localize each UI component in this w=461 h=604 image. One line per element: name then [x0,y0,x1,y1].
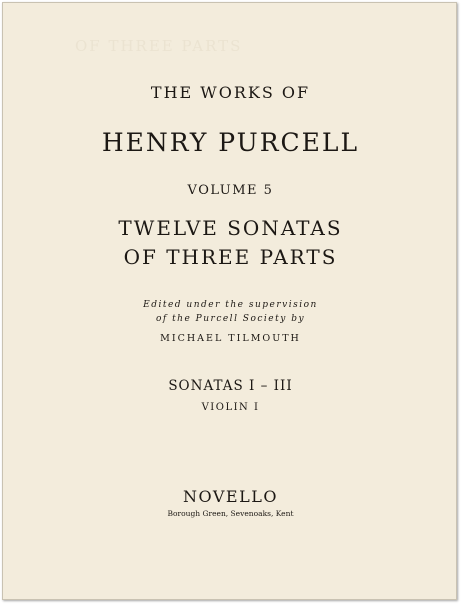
instrument-part: VIOLIN I [201,402,260,413]
publisher-name: NOVELLO [183,487,278,506]
contents-range: SONATAS I – III [168,378,293,394]
editor-name: MICHAEL TILMOUTH [160,333,301,344]
work-title-line-1: TWELVE SONATAS [118,216,343,240]
volume-number: VOLUME 5 [187,183,274,198]
title-page [2,2,457,600]
editorial-credit-line-2: of the Purcell Society by [155,314,306,324]
series-heading: THE WORKS OF [150,83,311,102]
work-title-line-2: OF THREE PARTS [123,245,338,269]
publisher-address: Borough Green, Sevenoaks, Kent [167,509,294,518]
editorial-credit-line-1: Edited under the supervision [143,300,318,310]
composer-name: HENRY PURCELL [101,128,360,157]
show-through-text: OF THREE PARTS [75,37,243,55]
